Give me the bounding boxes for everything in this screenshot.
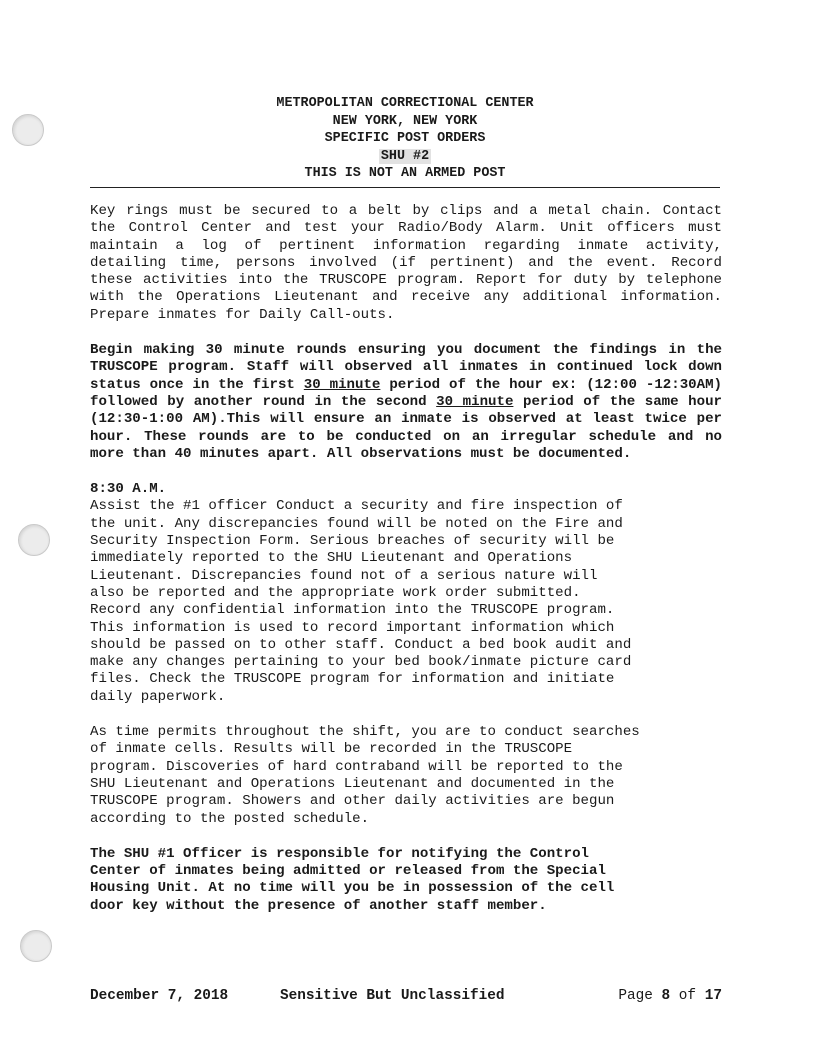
header-doc-type: SPECIFIC POST ORDERS [324, 131, 486, 146]
footer-page-current: 8 [661, 988, 671, 1004]
paragraph-responsibility: The SHU #1 Officer is responsible for notifying the Control Center of inmates being admitted or released from the Special Housing Unit. At no time will you be in possession of the cell door key without the presence of another staff member. [90, 845, 615, 914]
paragraph-inspection: Assist the #1 officer Conduct a security and fire inspection of the unit. Any discrepancies found will be noted on the Fire and Security Inspection Form. Serious breaches of security will be immediately reported to the SHU Lieutenant and Operations Lieutenant. Discrepancies found not of a serious nature will also be reported and the appropriate work order submitted. Record any confidential information into the TRUSCOPE program. This information is used to record important information which should be passed on to other staff. Conduct a bed book audit and make any changes pertaining to your bed book/inmate picture card files. Check the TRUSCOPE program for information and initiate daily paperwork. [90, 498, 632, 705]
footer-page-word: Page [618, 988, 653, 1004]
rounds-text-a: Begin making 30 minute rounds ensuring you document the findings in the TRUSCOPE program. Staff will observed all inmates in continued lock down status once in the first [90, 342, 722, 393]
footer-page-total: 17 [704, 988, 722, 1004]
rounds-underline-1: 30 minute [303, 376, 381, 393]
paragraph-rounds [90, 342, 722, 463]
time-heading: 8:30 A.M. [90, 481, 167, 498]
rounds-text-b: period of the hour ex: (12:00 -12:30AM) followed by another round in the second [90, 376, 722, 410]
footer-classification: Sensitive But Unclassified [280, 988, 505, 1004]
footer-date: December 7, 2018 [90, 988, 229, 1004]
header-location: NEW YORK, NEW YORK [332, 113, 478, 129]
paragraph-intro: Key rings must be secured to a belt by clips and a metal chain. Contact the Control Center and test your Radio/Body Alarm. Unit officers must maintain a log of pertinent information regarding inmate activity, detailing time, persons involved (if pertinent) and the event. Record these activities into the TRUSCOPE program. Report for duty by telephone with the Operations Lieutenant and receive any additional information. Prepare inmates for Daily Call-outs. [90, 203, 722, 323]
paragraph-searches: As time permits throughout the shift, you are to conduct searches of inmate cells. Results will be recorded in the TRUSCOPE program. Discoveries of hard contraband will be reported to the SHU Lieutenant and Operations Lieutenant and documented in the TRUSCOPE program. Showers and other daily activities are begun according to the posted schedule. [90, 724, 640, 827]
binder-hole-top [12, 114, 44, 146]
footer-of-word: of [678, 988, 697, 1004]
document-body [90, 203, 722, 933]
header-rule [90, 187, 720, 188]
binder-hole-middle [18, 524, 50, 556]
header-armed-notice: THIS IS NOT AN ARMED POST [304, 166, 506, 181]
rounds-text-c: period of the same hour (12:30-1:00 AM).This will ensure an inmate is observed at least twice per hour. These rounds are to be conducted on an irregular schedule and no more than 40 minutes apart. All observations must be documented. [90, 393, 722, 462]
footer-page-number [618, 988, 722, 1004]
binder-hole-bottom [20, 930, 52, 962]
header-institution: METROPOLITAN CORRECTIONAL CENTER [276, 96, 534, 111]
rounds-underline-2: 30 minute [436, 393, 514, 410]
header-post-name: SHU #2 [380, 148, 430, 164]
document-header [90, 95, 720, 183]
